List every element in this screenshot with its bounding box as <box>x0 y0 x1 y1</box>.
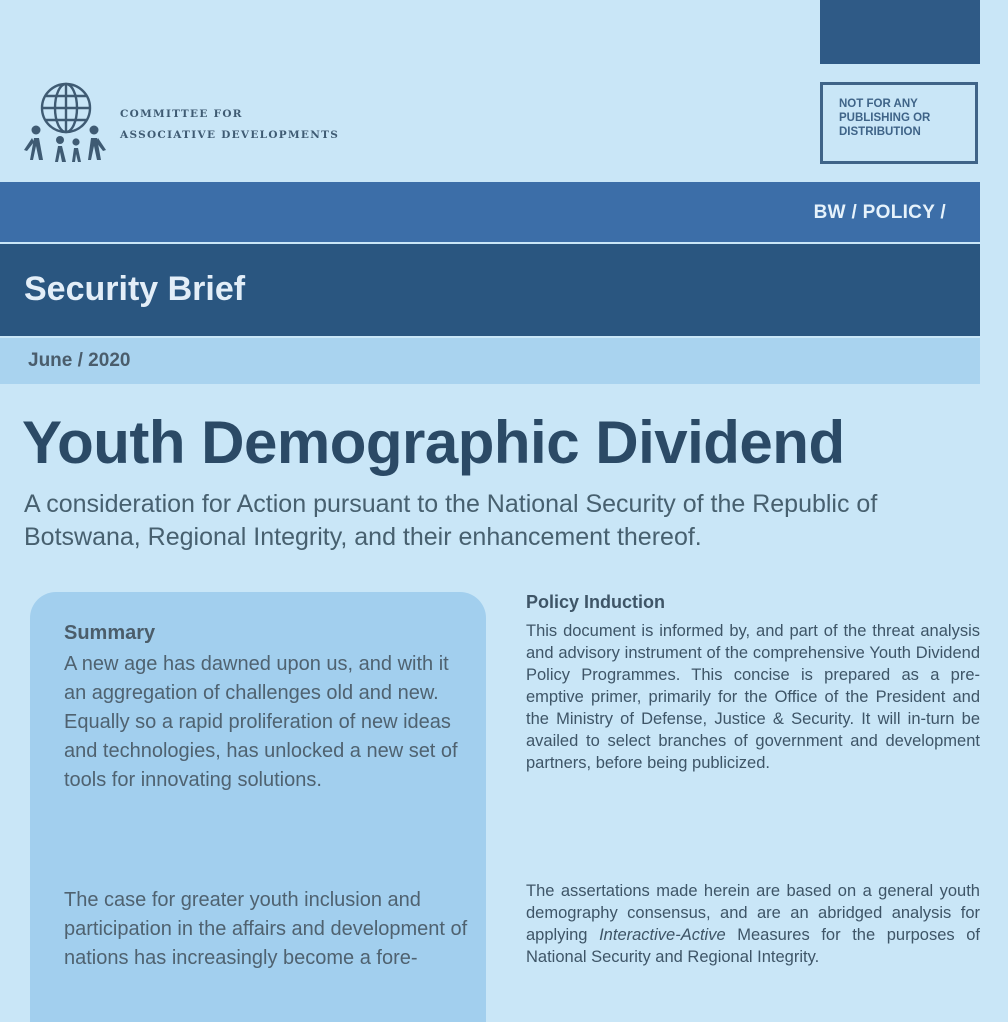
organization-name-line2: ASSOCIATIVE DEVELOPMENTS <box>120 129 340 141</box>
document-type-band <box>0 244 980 336</box>
distribution-notice <box>820 82 978 164</box>
policy-heading: Policy Induction <box>526 592 666 612</box>
policy-paragraph-2-emphasis: Interactive-Active <box>599 926 726 944</box>
policy-paragraph-2-end: Measures for the purposes of National Security and Regional Integrity. <box>526 926 980 966</box>
notice-line3: DISTRIBUTION <box>839 126 921 138</box>
document-date: June / 2020 <box>28 350 131 371</box>
document-title: Youth Demographic Dividend <box>22 409 845 476</box>
summary-paragraph-1: A new age has dawned upon us, and with it an aggregation of challenges old and new. Equally so a rapid proliferation of new ideas and technologies, has unlocked a new set of tools for innovating solutions. <box>64 653 458 791</box>
organization-logo <box>22 78 382 168</box>
category-band <box>0 182 980 242</box>
policy-paragraph-2 <box>526 880 980 968</box>
document-type: Security Brief <box>24 270 246 308</box>
notice-line1: NOT FOR ANY <box>839 98 918 110</box>
organization-name <box>120 104 339 146</box>
policy-paragraph-2-start: The assertations made herein are based on a general youth demography consensus, and are an abridged analysis for applying <box>526 882 980 944</box>
category-breadcrumb: BW / POLICY / <box>813 202 946 223</box>
document-subtitle: A consideration for Action pursuant to the National Security of the Republic of Botswana, Regional Integrity, and their enhancement thereof. <box>24 490 878 551</box>
date-band <box>0 338 980 384</box>
summary-heading: Summary <box>64 622 156 644</box>
summary-paragraph-2: The case for greater youth inclusion and participation in the affairs and development of nations has increasingly become a fore- <box>64 889 468 969</box>
summary-panel <box>30 592 486 1022</box>
organization-name-line1: COMMITTEE FOR <box>120 108 243 120</box>
policy-paragraph-1: This document is informed by, and part of the threat analysis and advisory instrument of the comprehensive Youth Dividend Policy Programmes. This concise is prepared as a pre-emptive primer, primarily for the Office of the President and the Ministry of Defense, Justice & Security. It will in-turn be availed to select branches of government and development partners, before being publicized. <box>526 622 980 772</box>
top-color-block <box>820 0 980 64</box>
globe-with-people-icon <box>22 78 108 164</box>
notice-line2: PUBLISHING OR <box>839 112 931 124</box>
